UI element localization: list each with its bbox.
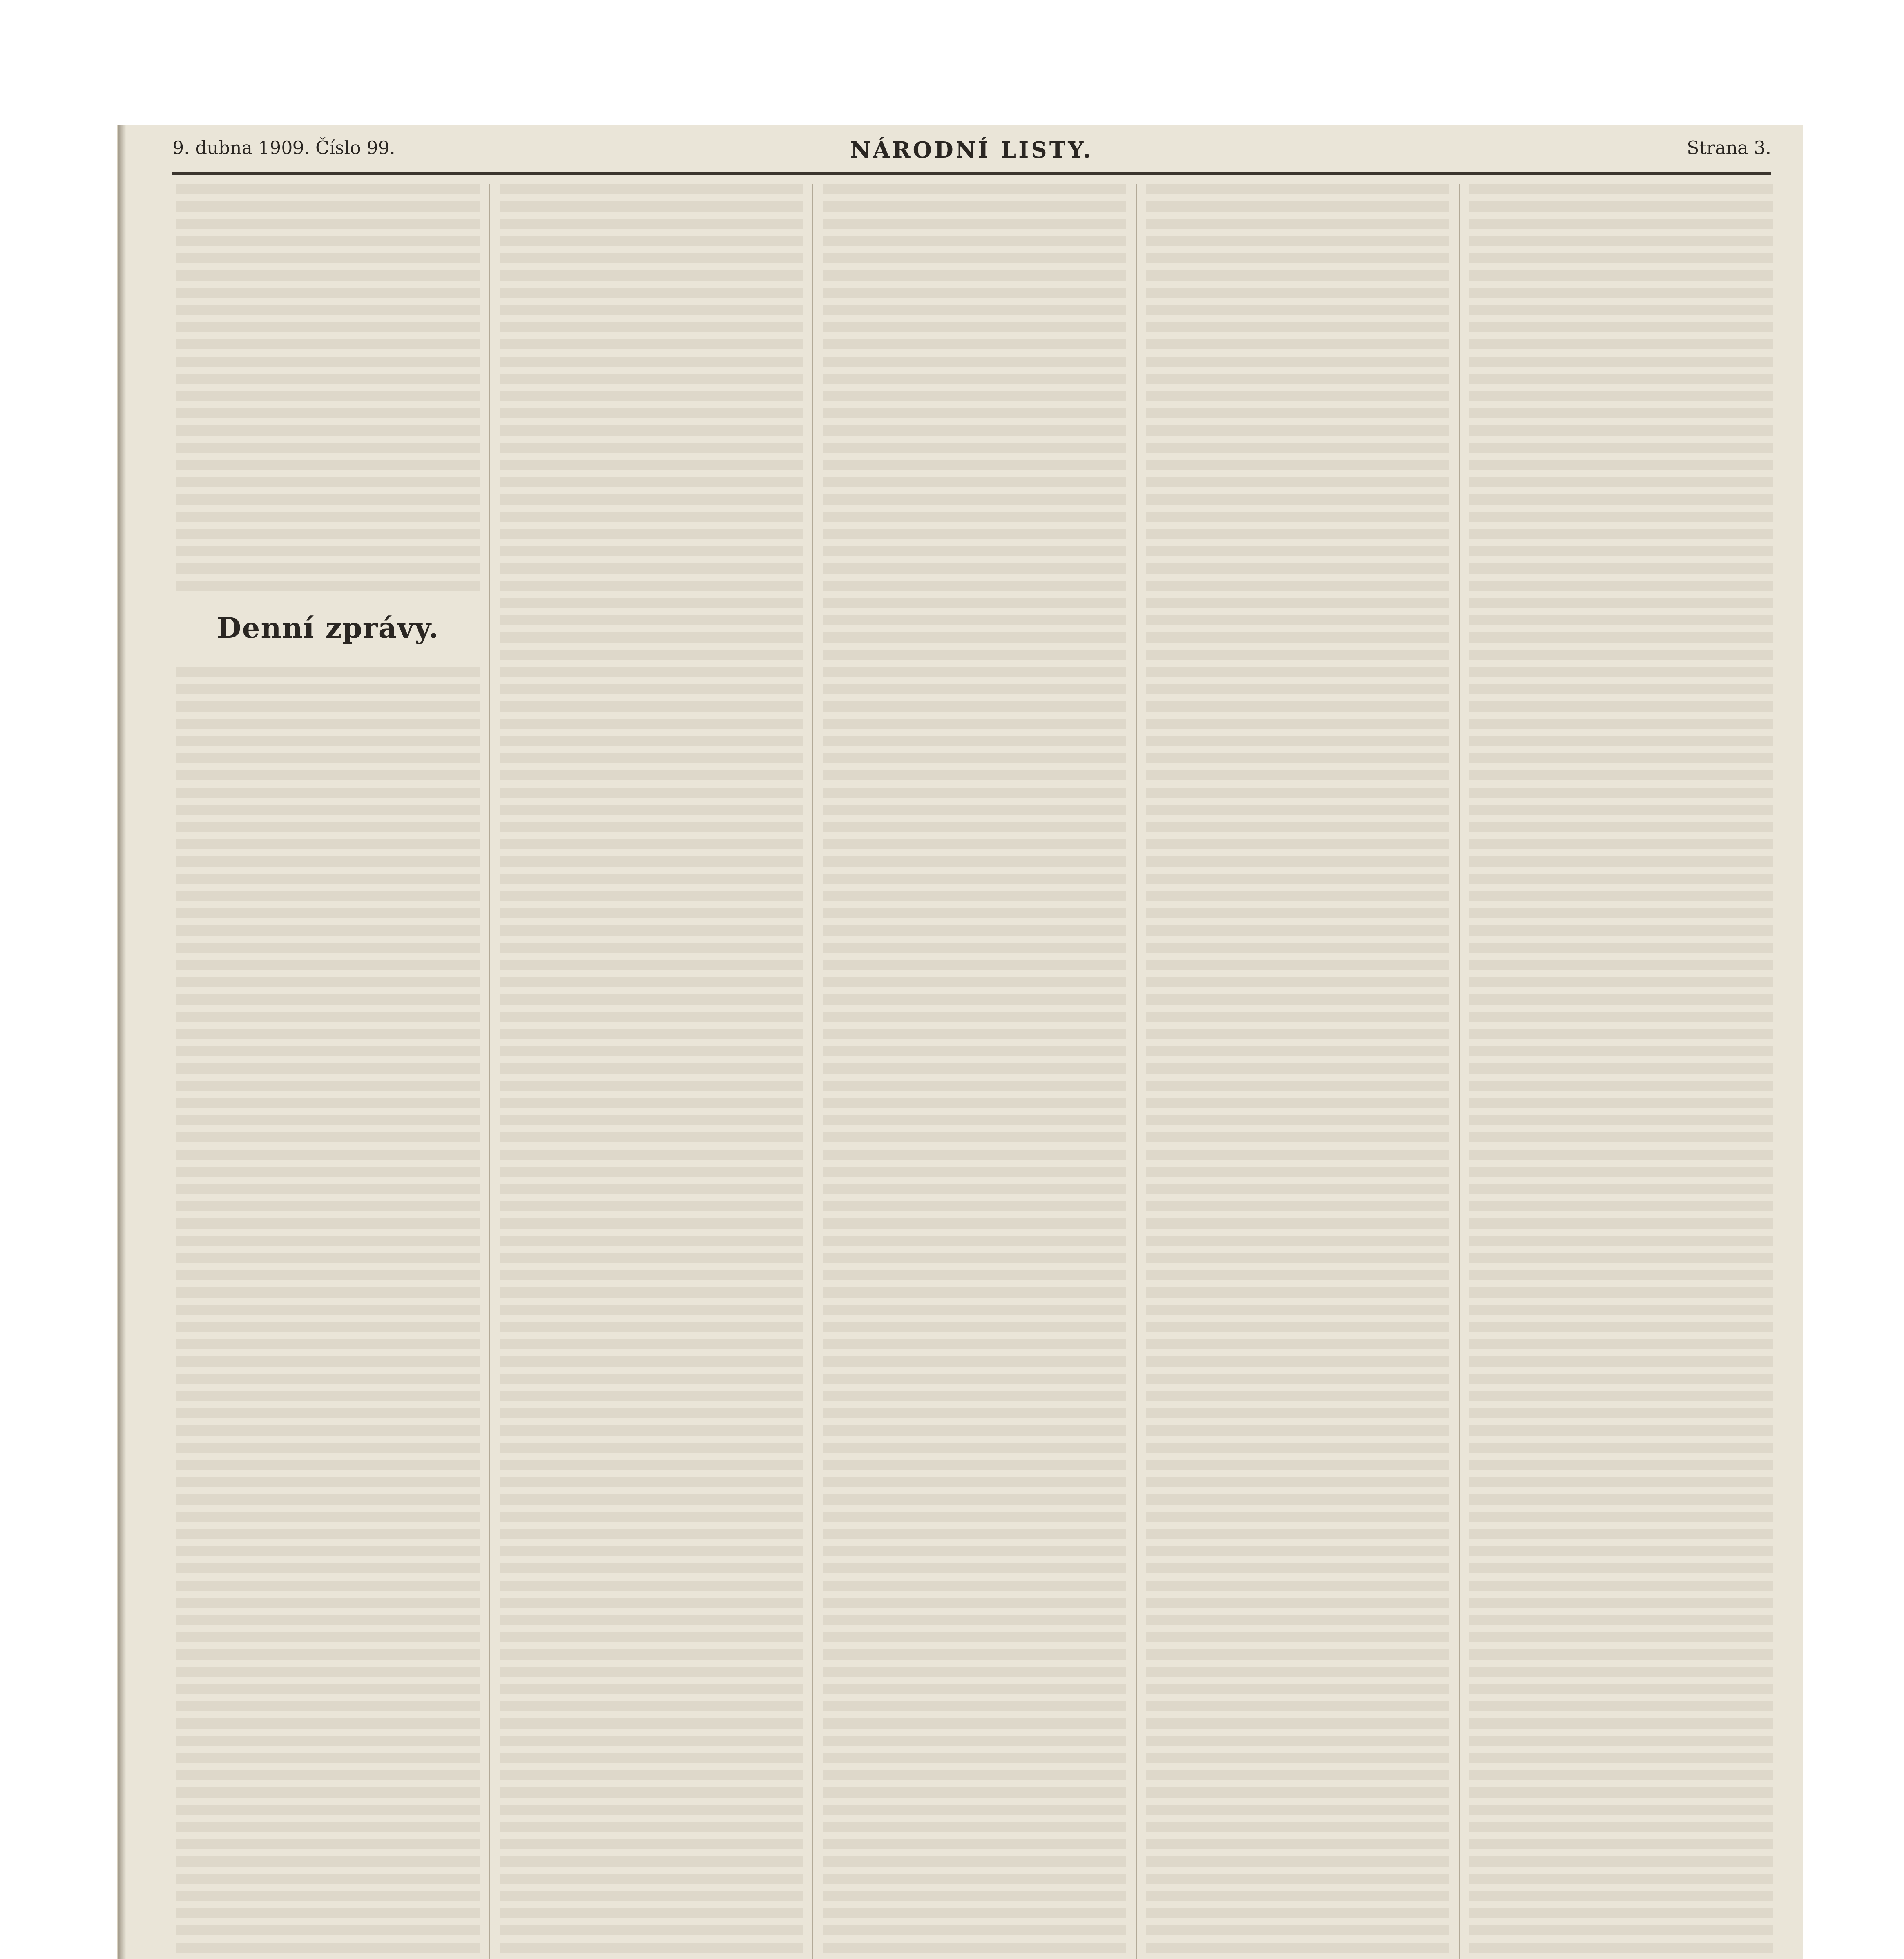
column-divider [812,184,813,1959]
paper-name: NÁRODNÍ LISTY. [850,137,1093,163]
text-column-3 [823,184,1126,1959]
page-edge-shadow [118,125,126,1959]
date-issue: 9. dubna 1909. Číslo 99. [172,137,395,158]
column-divider [1459,184,1460,1959]
column-divider [1136,184,1137,1959]
text-column-5 [1469,184,1773,1959]
masthead [172,129,1771,168]
column-divider [489,184,490,1959]
text-column-1 [176,184,480,1959]
section-heading: Denní zprávy. [217,611,439,645]
masthead-rule [172,172,1771,175]
text-column-2 [500,184,803,1959]
section-heading-box [176,596,480,662]
page-number: Strana 3. [1687,137,1771,158]
text-column-4 [1146,184,1449,1959]
